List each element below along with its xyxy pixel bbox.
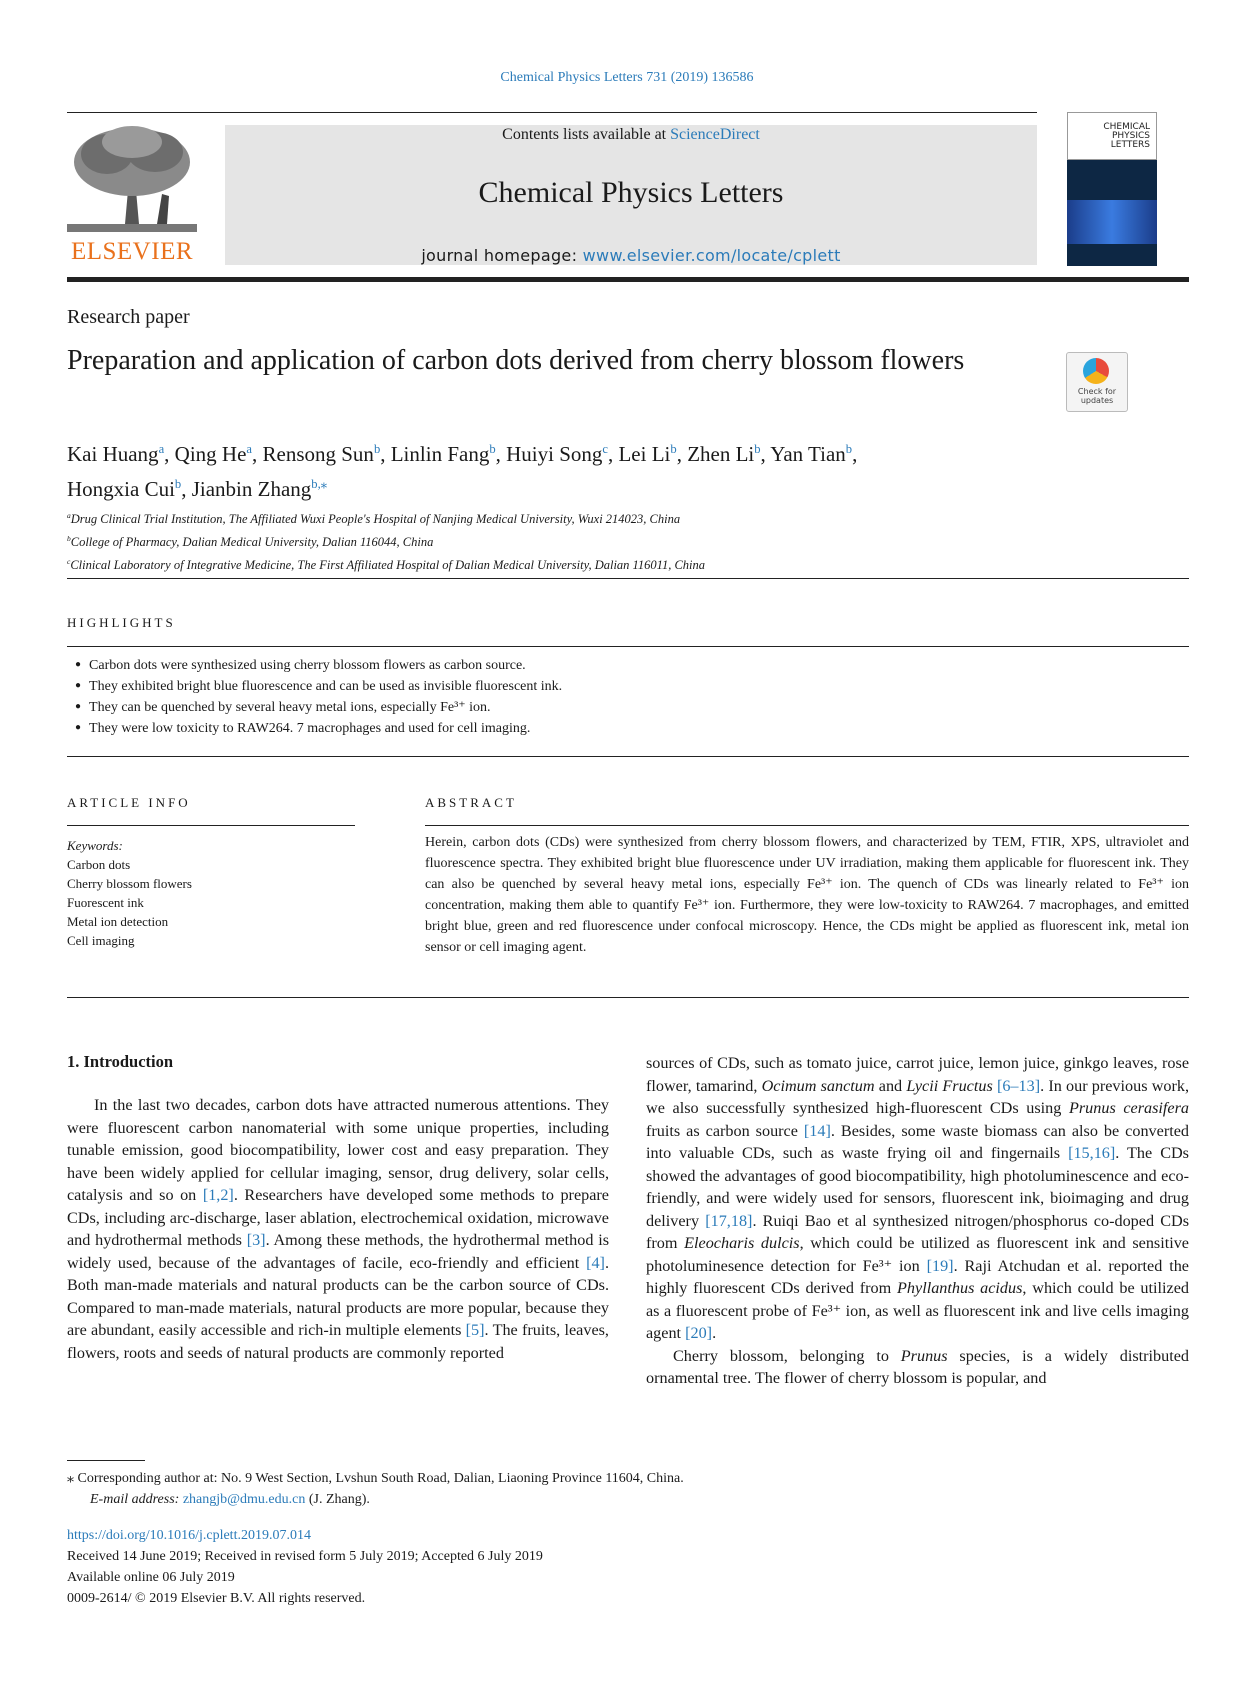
affiliation-mark: b (67, 534, 71, 544)
citation-link[interactable]: [20] (685, 1324, 713, 1342)
author-affiliation-mark[interactable]: b (373, 442, 381, 456)
rule-below-abstract (67, 997, 1189, 998)
article-title: Preparation and application of carbon dots derived from cherry blossom flowers (67, 345, 965, 376)
abstract-rule (425, 825, 1189, 826)
text-run: . Among these methods, the hydrothermal method is widely used, because of the advantages of facile, eco-friendly and efficient (67, 1231, 610, 1272)
text-run: fruits as carbon source (646, 1121, 804, 1140)
paper-type: Research paper (67, 306, 190, 328)
homepage-link[interactable]: www.elsevier.com/locate/cplett (582, 246, 841, 265)
crossmark-icon (1083, 358, 1109, 384)
received-dates: Received 14 June 2019; Received in revised form 5 July 2019; Accepted 6 July 2019 (67, 1549, 543, 1564)
footnote: ⁎ Corresponding author at: No. 9 West Section, Lvshun South Road, Dalian, Liaoning Province 11604, China. E-mail address: zhangjb@dmu.edu.cn (J. Zhang). (67, 1468, 684, 1510)
rule-above-highlights (67, 578, 1189, 579)
affiliation-text: Drug Clinical Trial Institution, The Affiliated Wuxi People's Hospital of Nanjing Medical University, Wuxi 214023, China (70, 512, 681, 527)
author-affiliation-mark[interactable]: b (489, 442, 496, 456)
text-run: . The fruits, leaves, flowers, roots and seeds of natural products are commonly reported (67, 1321, 609, 1362)
citation-link[interactable]: [4] (586, 1253, 605, 1272)
footnote-rule (67, 1460, 145, 1461)
contents-line (225, 126, 1037, 144)
author-name: Zhen Li (687, 442, 755, 466)
text-run: . Both man-made materials and natural products can be the carbon source of CDs. Compared to man-made materials, natural products are more popular, because they are abundant, easily accessible and rich-in multiple elements (67, 1253, 609, 1339)
author-affiliation-mark[interactable]: a (246, 442, 252, 456)
text-run: sources of CDs, such as tomato juice, carrot juice, lemon juice, ginkgo leaves, rose flower, tamarind, (646, 1054, 1189, 1095)
sciencedirect-link[interactable]: ScienceDirect (670, 126, 760, 143)
publisher-wordmark: ELSEVIER (70, 238, 194, 265)
doi-link[interactable]: https://doi.org/10.1016/j.cplett.2019.07.014 (67, 1528, 311, 1543)
abstract-label: ABSTRACT (425, 795, 517, 810)
header-thick-rule (67, 277, 1189, 282)
highlights-rule (67, 646, 1189, 647)
highlights-label: HIGHLIGHTS (67, 615, 176, 630)
citation-link[interactable]: [17,18] (705, 1211, 753, 1230)
species-name: Eleocharis dulcis (684, 1234, 800, 1252)
affiliation (67, 506, 705, 529)
species-name: Ocimum sanctum (761, 1076, 875, 1095)
citation-link[interactable]: [14] (803, 1121, 831, 1140)
journal-cover (1067, 112, 1157, 266)
abstract-text: Herein, carbon dots (CDs) were synthesized from cherry blossom flowers, and characterized by TEM, FTIR, XPS, ultraviolet and fluorescence spectra. They exhibited bright blue fluorescence under UV irradiation, making them applicable for fluorescent ink. They can also be quenched by several heavy metal ions, especially Fe³⁺ ion. The quench of CDs was linearly related to Fe³⁺ ion concentration, making them able to quantify Fe³⁺ ion. Furthermore, they were low-toxicity to RAW264. 7 macrophages, and emitted bright blue, green and red fluorescence under confocal microscopy. Hence, the CDs might be applied as fluorescent ink, metal ion sensor or cell imaging agent. (425, 835, 1189, 955)
species-name: Lycii Fructus (906, 1076, 993, 1095)
keywords-block (67, 836, 192, 950)
publication-meta (67, 1525, 543, 1609)
text-run: , which could be utilized as a fluorescent probe of Fe³⁺ ion, as well as fluorescent ink and live cells imaging agent (646, 1279, 1189, 1342)
author-name: Linlin Fang (390, 442, 490, 466)
keyword: Cell imaging (67, 933, 135, 948)
affiliation-text: Clinical Laboratory of Integrative Medicine, The First Affiliated Hospital of Dalian Medical University, Dalian 116011, China (70, 558, 706, 573)
affiliation (67, 552, 705, 575)
text-run: . Ruiqi Bao et al synthesized nitrogen/phosphorus co-doped CDs from (646, 1211, 1190, 1252)
author-affiliation-mark[interactable]: b (670, 442, 677, 456)
author-name: Jianbin Zhang (191, 477, 312, 501)
author-name: Qing He (174, 442, 247, 466)
author-affiliation-mark[interactable]: b (754, 442, 761, 456)
affiliations (67, 506, 705, 575)
email-link[interactable]: zhangjb@dmu.edu.cn (182, 1492, 306, 1507)
author-name: Yan Tian (770, 442, 846, 466)
keyword: Fuorescent ink (67, 895, 144, 910)
citation-link[interactable]: [5] (465, 1321, 485, 1339)
citation-link[interactable]: [1,2] (202, 1186, 234, 1204)
journal-reference[interactable]: Chemical Physics Letters 731 (2019) 136586 (500, 70, 754, 85)
text-run: . In our previous work, we also successfully synthesized high-fluorescent CDs using (646, 1076, 1190, 1117)
cover-image-band (1067, 200, 1157, 244)
intro-heading: 1. Introduction (67, 1052, 174, 1071)
journal-name: Chemical Physics Letters (478, 176, 784, 209)
article-info-rule (67, 825, 355, 826)
keywords-label: Keywords: (67, 838, 123, 853)
author-affiliation-mark[interactable]: b (845, 442, 853, 456)
affiliation-mark: a (67, 511, 71, 520)
keyword: Cherry blossom flowers (67, 876, 192, 891)
author-affiliation-mark[interactable]: b (174, 477, 182, 491)
keyword: Metal ion detection (67, 914, 169, 929)
text-run: . Raji Atchudan et al. reported the highly fluorescent CDs derived from (646, 1256, 1189, 1297)
author-affiliation-mark[interactable]: c (602, 442, 608, 456)
author-affiliation-mark[interactable]: a (158, 442, 165, 456)
text-run: species, is a widely distributed ornamental tree. The flower of cherry blossom is popular, and (646, 1346, 1189, 1387)
author-name: Rensong Sun (262, 442, 374, 466)
affiliation-mark: c (67, 557, 71, 567)
intro-right-column (646, 1052, 1189, 1390)
author-name: Lei Li (618, 442, 671, 466)
available-online: Available online 06 July 2019 (67, 1570, 235, 1585)
species-name: Prunus cerasifera (1068, 1099, 1190, 1117)
article-info-label: ARTICLE INFO (67, 795, 191, 810)
affiliation-text: College of Pharmacy, Dalian Medical University, Dalian 116044, China (70, 535, 434, 550)
contents-prefix: Contents lists available at (502, 126, 671, 143)
keyword-list (67, 855, 192, 950)
highlight-item: ● They exhibited bright blue fluorescence and can be used as invisible fluorescent ink. (75, 677, 562, 698)
citation-link[interactable]: [6–13] (996, 1076, 1041, 1095)
check-for-updates-button[interactable]: Check for updates (1066, 352, 1128, 412)
text-run: . Besides, some waste biomass can also be converted into valuable CDs, such as waste frying oil and fingernails (646, 1121, 1189, 1162)
text-run: and (874, 1076, 907, 1095)
text-run: , which could be utilized as fluorescent ink and sensitive photoluminesence detection for Fe³⁺ ion (646, 1234, 1189, 1275)
highlight-item: ● They can be quenched by several heavy metal ions, especially Fe³⁺ ion. (75, 698, 562, 719)
cover-title: CHEMICAL PHYSICS LETTERS (1103, 122, 1150, 150)
citation-link[interactable]: [3] (246, 1231, 266, 1249)
corresponding-author: ⁎ Corresponding author at: No. 9 West Section, Lvshun South Road, Dalian, Liaoning Province 11604, China. (67, 1471, 684, 1486)
tree-icon (67, 124, 197, 236)
keyword: Carbon dots (67, 857, 131, 872)
highlight-item: ● Carbon dots were synthesized using cherry blossom flowers as carbon source. (75, 656, 562, 677)
text-run: In the last two decades, carbon dots have attracted numerous attentions. They were fluorescent carbon nanomaterial with some unique properties, including tunable emission, good biocompatibility, lower cost and easy preparation. They have been widely applied for cellular imaging, sensor, drug delivery, solar cells, catalysis and so on (67, 1096, 609, 1204)
intro-left-column (67, 1094, 609, 1364)
author-list: Kai Huang$^a$, Qing He$^a$, Rensong Sun$^b$, Linlin Fang$^b$, Huiyi Song$^c$, Lei Li$^b$, Zhen Li$^b$, Yan Tian$^b$, Hongxia Cui$^b$, Jianbin Zhang$^{b,⁎}$ (67, 442, 858, 501)
text-run: . The CDs showed the advantages of good biocompatibility, high photoluminescence and eco-friendly, and were widely used for sensors, fluorescent ink, bioimaging and drug delivery (646, 1144, 1189, 1230)
author-affiliation-mark[interactable]: b,⁎ (311, 477, 328, 491)
rule-below-highlights (67, 756, 1189, 757)
header-top-rule (67, 112, 1037, 113)
copyright: 0009-2614/ © 2019 Elsevier B.V. All rights reserved. (67, 1591, 366, 1606)
species-name: Phyllanthus acidus (897, 1279, 1023, 1297)
affiliation (67, 529, 705, 552)
email-label: E-mail address: (90, 1492, 183, 1507)
highlight-item: ● They were low toxicity to RAW264. 7 macrophages and used for cell imaging. (75, 719, 562, 740)
highlights-list (75, 656, 562, 740)
author-name: Hongxia Cui (67, 477, 175, 501)
author-name: Kai Huang (67, 442, 159, 466)
intro-right-paragraph-2 (646, 1345, 1189, 1390)
species-name: Prunus (900, 1346, 948, 1365)
text-run: . Researchers have developed some methods to prepare CDs, including arc-discharge, laser ablation, electrochemical oxidation, microwave and hydrothermal methods (67, 1186, 609, 1249)
author-name: Huiyi Song (506, 442, 603, 466)
homepage-line (225, 246, 1037, 265)
homepage-prefix: journal homepage: (421, 246, 583, 265)
citation-link[interactable]: [19] (926, 1256, 954, 1275)
intro-right-paragraph-1 (646, 1052, 1189, 1345)
text-run: . (712, 1324, 717, 1342)
citation-link[interactable]: [15,16] (1068, 1144, 1116, 1162)
text-run: Cherry blossom, belonging to (673, 1346, 901, 1365)
